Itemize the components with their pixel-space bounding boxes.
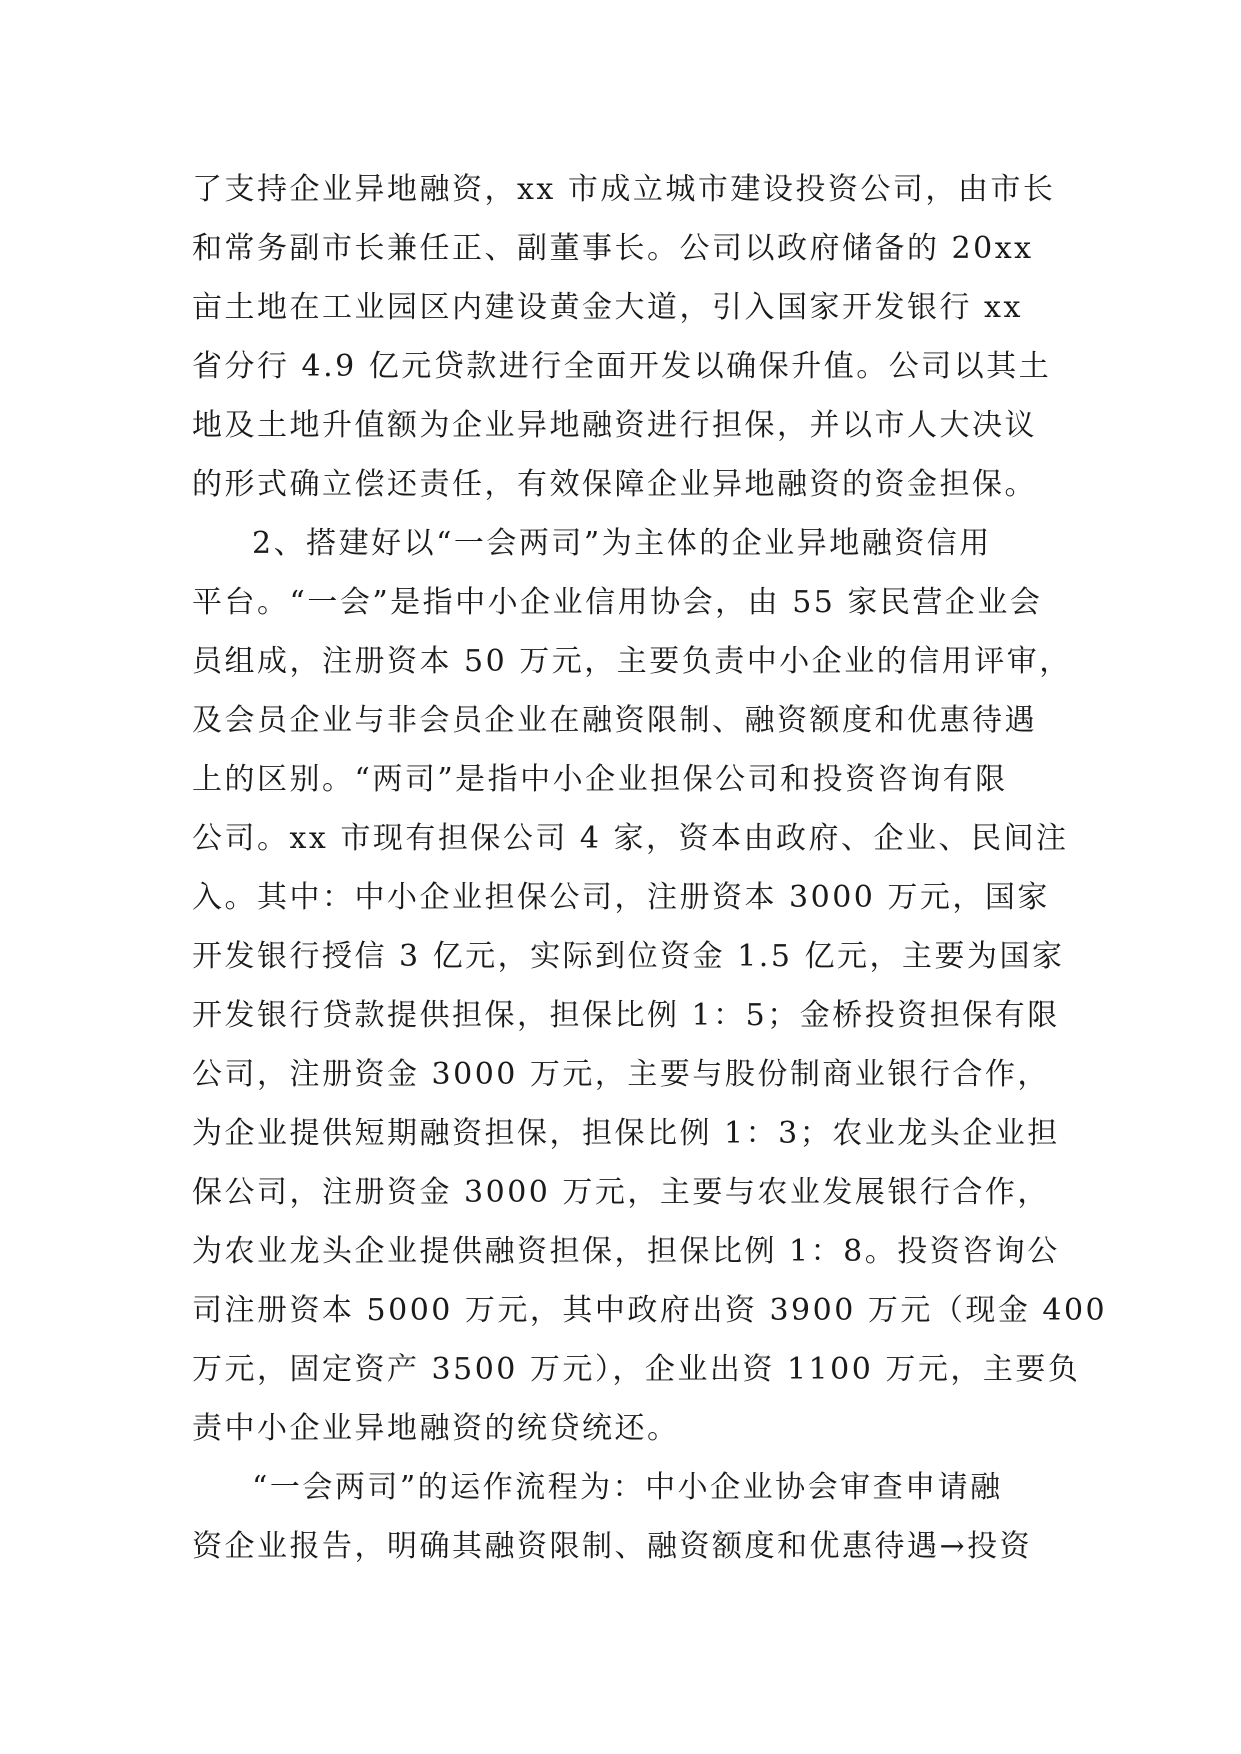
text-line: 保公司，注册资金 3000 万元，主要与农业发展银行合作， (192, 1175, 1050, 1210)
paragraph-start-line: “一会两司”的运作流程为：中小企业协会审查申请融 (252, 1470, 1003, 1505)
text-line: 亩土地在工业园区内建设黄金大道，引入国家开发银行 xx (192, 290, 1023, 325)
paragraph-start-line: 2、搭建好以“一会两司”为主体的企业异地融资信用 (252, 526, 992, 561)
text-line: 公司，注册资金 3000 万元，主要与股份制商业银行合作， (192, 1057, 1050, 1092)
text-line: 开发银行授信 3 亿元，实际到位资金 1.5 亿元，主要为国家 (192, 939, 1065, 974)
text-line: 责中小企业异地融资的统贷统还。 (192, 1411, 680, 1446)
text-line: 资企业报告，明确其融资限制、融资额度和优惠待遇→投资 (192, 1529, 1033, 1564)
text-line: 及会员企业与非会员企业在融资限制、融资额度和优惠待遇 (192, 703, 1037, 738)
text-line: 公司。xx 市现有担保公司 4 家，资本由政府、企业、民间注 (192, 821, 1069, 856)
text-line: 地及土地升值额为企业异地融资进行担保，并以市人大决议 (192, 408, 1037, 443)
text-line: 员组成，注册资本 50 万元，主要负责中小企业的信用评审， (192, 644, 1072, 679)
text-line: 省分行 4.9 亿元贷款进行全面开发以确保升值。公司以其土 (192, 349, 1052, 384)
text-line: 平台。“一会”是指中小企业信用协会，由 55 家民营企业会 (192, 585, 1043, 620)
text-line: 万元，固定资产 3500 万元），企业出资 1100 万元，主要负 (192, 1352, 1081, 1387)
text-line: 司注册资本 5000 万元，其中政府出资 3900 万元（现金 400 (192, 1293, 1108, 1328)
text-line: 为农业龙头企业提供融资担保，担保比例 1：8。投资咨询公 (192, 1234, 1060, 1269)
text-line: 开发银行贷款提供担保，担保比例 1：5；金桥投资担保有限 (192, 998, 1060, 1033)
text-line: 和常务副市长兼任正、副董事长。公司以政府储备的 20xx (192, 231, 1034, 266)
text-line: 了支持企业异地融资，xx 市成立城市建设投资公司，由市长 (192, 172, 1056, 207)
text-line: 入。其中：中小企业担保公司，注册资本 3000 万元，国家 (192, 880, 1050, 915)
body-text (192, 160, 1108, 1576)
text-line: 上的区别。“两司”是指中小企业担保公司和投资咨询有限 (192, 762, 1008, 797)
text-line: 为企业提供短期融资担保，担保比例 1：3；农业龙头企业担 (192, 1116, 1060, 1151)
text-line: 的形式确立偿还责任，有效保障企业异地融资的资金担保。 (192, 467, 1037, 502)
